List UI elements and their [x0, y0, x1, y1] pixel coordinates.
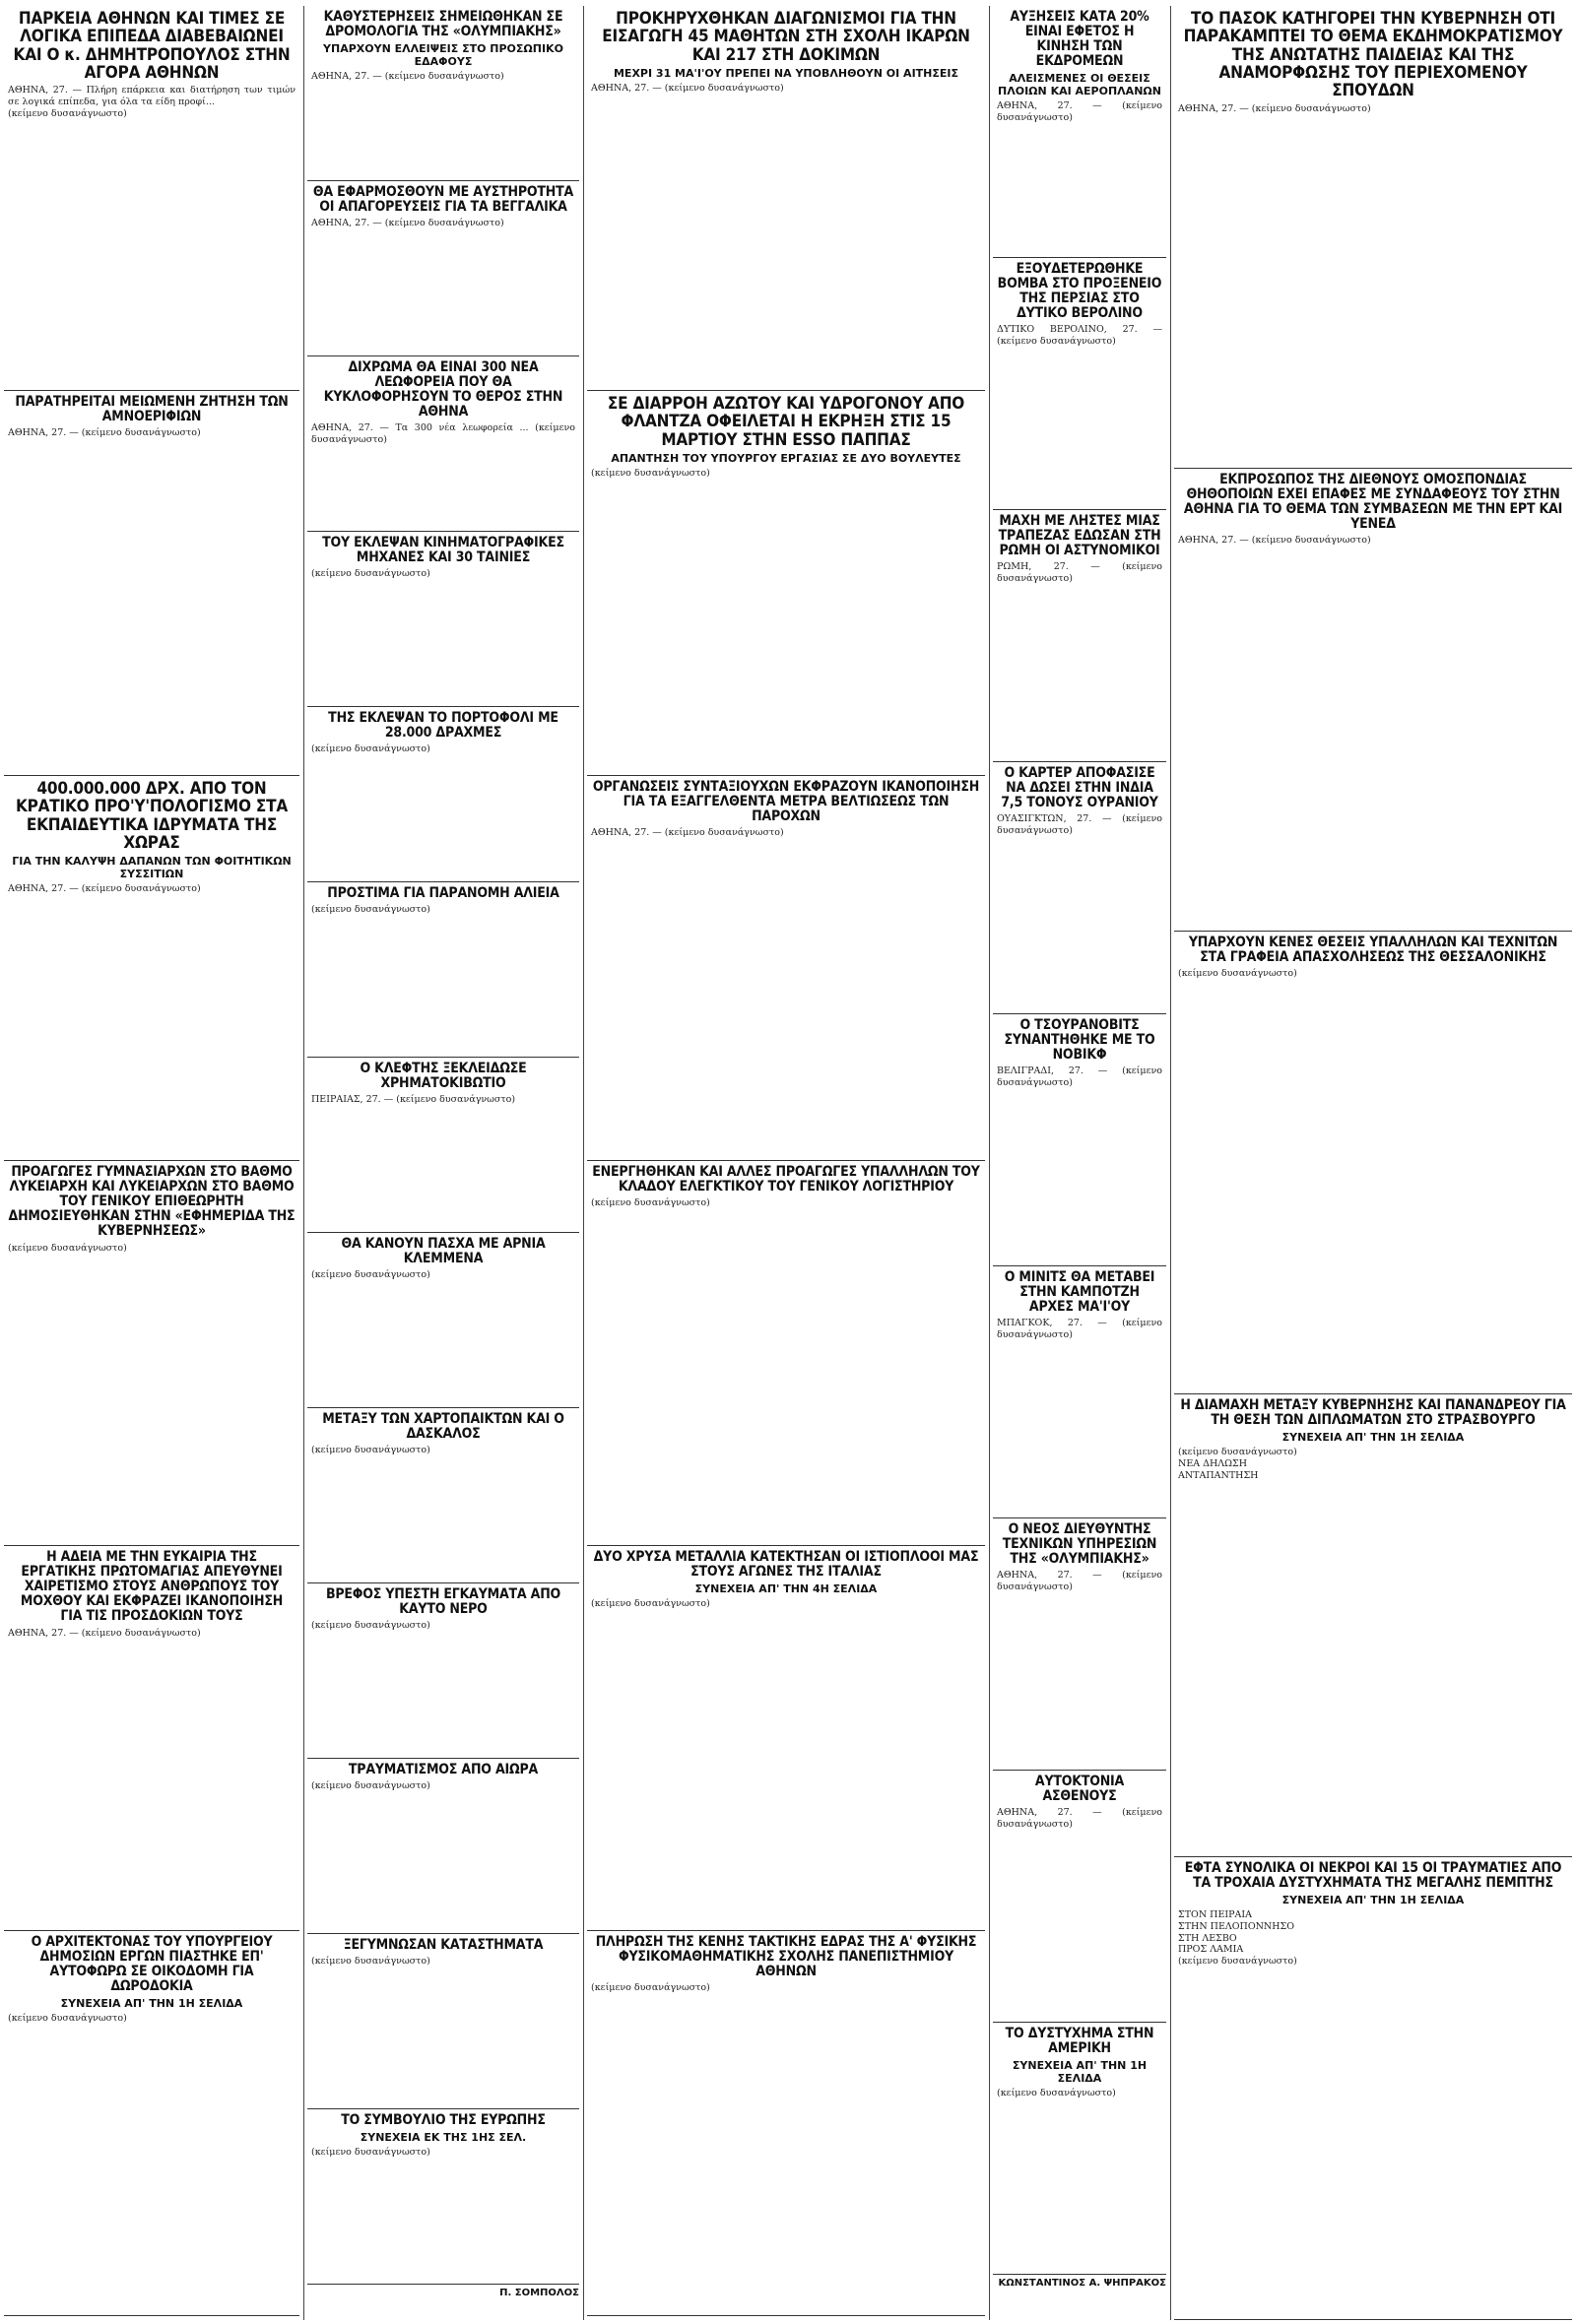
article-body: ΑΘΗΝΑ, 27. — (κείμενο δυσανάγνωστο): [1178, 102, 1371, 114]
article-headline: ΤΟ ΣΥΜΒΟΥΛΙΟ ΤΗΣ ΕΥΡΩΠΗΣ: [341, 2112, 546, 2128]
article: [307, 2109, 579, 2285]
article-headline: Ο ΚΛΕΦΤΗΣ ΞΕΚΛΕΙΔΩΣΕ ΧΡΗΜΑΤΟΚΙΒΩΤΙΟ: [360, 1061, 527, 1092]
article: [1174, 932, 1572, 1394]
article-body: ΟΥΑΣΙΓΚΤΩΝ, 27. — (κείμενο δυσανάγνωστο): [997, 813, 1166, 836]
article: [307, 882, 579, 1058]
article-headline: Ο ΤΣΟΥΡΑΝΟΒΙΤΣ ΣΥΝΑΝΤΗΘΗΚΕ ΜΕ ΤΟ ΝΟΒΙΚΦ: [1004, 1017, 1155, 1064]
article-headline: ΠΑΡΚΕΙΑ ΑΘΗΝΩΝ ΚΑΙ ΤΙΜΕΣ ΣΕ ΛΟΓΙΚΑ ΕΠΙΠΕΔΑ ΔΙΑΒΕΒΑΙΩΝΕΙ ΚΑΙ Ο κ. ΔΗΜΗΤΡΟΠΟΥΛΟΣ ΣΤΗΝ ΑΓΟΡΑ ΑΘΗΝΩΝ: [13, 9, 291, 84]
article-headline: ΕΚΠΡΟΣΩΠΟΣ ΤΗΣ ΔΙΕΘΝΟΥΣ ΟΜΟΣΠΟΝΔΙΑΣ ΘΗΘΟΠΟΙΩΝ ΕΧΕΙ ΕΠΑΦΕΣ ΜΕ ΣΥΝΔΑΦΕΟΥΣ ΤΟΥ ΣΤΗΝ ΑΘΗΝΑ ΓΙΑ ΤΟ ΘΕΜΑ ΤΩΝ ΣΥΜΒΑΣΕΩΝ ΜΕ ΤΗΝ ΕΡΤ ΚΑΙ ΥΕΝΕΔ: [1183, 472, 1563, 533]
article-body: ΑΘΗΝΑ, 27. — (κείμενο δυσανάγνωστο): [997, 1570, 1166, 1592]
article-body: ΑΘΗΝΑ, 27. — (κείμενο δυσανάγνωστο): [8, 883, 201, 895]
article-headline: ΟΡΓΑΝΩΣΕΙΣ ΣΥΝΤΑΞΙΟΥΧΩΝ ΕΚΦΡΑΖΟΥΝ ΙΚΑΝΟΠΟΙΗΣΗ ΓΙΑ ΤΑ ΕΞΑΓΓΕΛΘΕΝΤΑ ΜΕΤΡΑ ΒΕΛΤΙΩΣΕΩΣ ΤΩΝ ΠΑΡΟΧΩΝ: [592, 779, 980, 825]
article: [307, 6, 579, 181]
article-body: ΣΤΟΝ ΠΕΙΡΑΙΑ ΣΤΗΝ ΠΕΛΟΠΟΝΝΗΣΟ ΣΤΗ ΛΕΣΒΟ ΠΡΟΣ ΛΑΜΙΑ (κείμενο δυσανάγνωστο): [1178, 1909, 1297, 1967]
article: [4, 1931, 299, 2316]
article-body: ΑΘΗΝΑ, 27. — (κείμενο δυσανάγνωστο): [591, 827, 784, 839]
article-signature: ΚΩΝΣΤΑΝΤΙΝΟΣ Α. ΨΗΠΡΑΚΟΣ: [998, 2278, 1166, 2289]
article: [587, 1161, 985, 1546]
article-headline: ΚΑΘΥΣΤΕΡΗΣΕΙΣ ΣΗΜΕΙΩΘΗΚΑΝ ΣΕ ΔΡΟΜΟΛΟΓΙΑ ΤΗΣ «ΟΛΥΜΠΙΑΚΗΣ»: [323, 9, 563, 40]
article: [993, 1518, 1166, 1771]
article-body: (κείμενο δυσανάγνωστο) ΝΕΑ ΔΗΛΩΣΗ ΑΝΤΑΠΑΝΤΗΣΗ: [1178, 1447, 1297, 1481]
article-subheadline: ΣΥΝΕΧΕΙΑ ΑΠ' ΤΗΝ 1Η ΣΕΛΙΔΑ: [1281, 1431, 1465, 1445]
article-body: ΑΘΗΝΑ, 27. — (κείμενο δυσανάγνωστο): [8, 1627, 201, 1639]
article-headline: 400.000.000 ΔΡΧ. ΑΠΟ ΤΟΝ ΚΡΑΤΙΚΟ ΠΡΟ'Υ'ΠΟΛΟΓΙΣΜΟ ΣΤΑ ΕΚΠΑΙΔΕΥΤΙΚΑ ΙΔΡΥΜΑΤΑ ΤΗΣ ΧΩΡΑΣ: [15, 779, 288, 854]
article: [4, 1546, 299, 1931]
article-headline: Ο ΜΙΝΙΤΣ ΘΑ ΜΕΤΑΒΕΙ ΣΤΗΝ ΚΑΜΠΟΤΖΗ ΑΡΧΕΣ ΜΑ'Ι'ΟΥ: [1004, 1269, 1155, 1316]
article-headline: ΘΑ ΕΦΑΡΜΟΣΘΟΥΝ ΜΕ ΑΥΣΤΗΡΟΤΗΤΑ ΟΙ ΑΠΑΓΟΡΕΥΣΕΙΣ ΓΙΑ ΤΑ ΒΕΓΓΑΛΙΚΑ: [312, 184, 574, 216]
article: [307, 181, 579, 356]
article: [307, 1058, 579, 1233]
article: [4, 1161, 299, 1546]
article-headline: ΠΑΡΑΤΗΡΕΙΤΑΙ ΜΕΙΩΜΕΝΗ ΖΗΤΗΣΗ ΤΩΝ ΑΜΝΟΕΡΙΦΙΩΝ: [15, 394, 289, 425]
article-headline: ΠΛΗΡΩΣΗ ΤΗΣ ΚΕΝΗΣ ΤΑΚΤΙΚΗΣ ΕΔΡΑΣ ΤΗΣ Α' ΦΥΣΙΚΗΣ ΦΥΣΙΚΟΜΑΘΗΜΑΤΙΚΗΣ ΣΧΟΛΗΣ ΠΑΝΕΠΙΣΤΗΜΙΟΥ ΑΘΗΝΩΝ: [595, 1934, 977, 1980]
article-body: ΑΘΗΝΑ, 27. — (κείμενο δυσανάγνωστο): [311, 218, 504, 229]
article-subheadline: ΜΕΧΡΙ 31 ΜΑ'Ι'ΟΥ ΠΡΕΠΕΙ ΝΑ ΥΠΟΒΛΗΘΟΥΝ ΟΙ ΑΙΤΗΣΕΙΣ: [613, 67, 959, 81]
article: [307, 1408, 579, 1583]
article-headline: ΜΕΤΑΞΥ ΤΩΝ ΧΑΡΤΟΠΑΙΚΤΩΝ ΚΑΙ Ο ΔΑΣΚΑΛΟΣ: [322, 1411, 564, 1443]
article: [587, 6, 985, 391]
article-headline: Ο ΚΑΡΤΕΡ ΑΠΟΦΑΣΙΣΕ ΝΑ ΔΩΣΕΙ ΣΤΗΝ ΙΝΔΙΑ 7,5 ΤΟΝΟΥΣ ΟΥΡΑΝΙΟΥ: [1001, 765, 1158, 811]
article-subheadline: ΑΛΕΙΣΜΕΝΕΣ ΟΙ ΘΕΣΕΙΣ ΠΛΟΙΩΝ ΚΑΙ ΑΕΡΟΠΛΑΝΩΝ: [998, 72, 1161, 98]
article: [307, 1759, 579, 1934]
column-divider: [303, 6, 304, 2320]
article-headline: ΔΥΟ ΧΡΥΣΑ ΜΕΤΑΛΛΙΑ ΚΑΤΕΚΤΗΣΑΝ ΟΙ ΙΣΤΙΟΠΛΟΟΙ ΜΑΣ ΣΤΟΥΣ ΑΓΩΝΕΣ ΤΗΣ ΙΤΑΛΙΑΣ: [593, 1549, 979, 1581]
article-body: (κείμενο δυσανάγνωστο): [8, 2013, 127, 2025]
column-divider: [583, 6, 584, 2320]
article-headline: ΘΑ ΚΑΝΟΥΝ ΠΑΣΧΑ ΜΕ ΑΡΝΙΑ ΚΛΕΜΜΕΝΑ: [341, 1236, 546, 1267]
article-body: ΠΕΙΡΑΙΑΣ, 27. — (κείμενο δυσανάγνωστο): [311, 1094, 516, 1106]
article-body: (κείμενο δυσανάγνωστο): [311, 743, 430, 755]
article-headline: ΕΝΕΡΓΗΘΗΚΑΝ ΚΑΙ ΑΛΛΕΣ ΠΡΟΑΓΩΓΕΣ ΥΠΑΛΛΗΛΩΝ ΤΟΥ ΚΛΑΔΟΥ ΕΛΕΓΚΤΙΚΟΥ ΤΟΥ ΓΕΝΙΚΟΥ ΛΟΓΙΣΤΗΡΙΟΥ: [592, 1164, 980, 1195]
column-5: [1174, 6, 1572, 2320]
article-body: (κείμενο δυσανάγνωστο): [311, 1445, 430, 1456]
article: [307, 1583, 579, 1759]
article: [307, 1934, 579, 2109]
article-body: (κείμενο δυσανάγνωστο): [311, 1620, 430, 1632]
article-headline: ΥΠΑΡΧΟΥΝ ΚΕΝΕΣ ΘΕΣΕΙΣ ΥΠΑΛΛΗΛΩΝ ΚΑΙ ΤΕΧΝΙΤΩΝ ΣΤΑ ΓΡΑΦΕΙΑ ΑΠΑΣΧΟΛΗΣΕΩΣ ΤΗΣ ΘΕΣΣΑΛΟΝΙΚΗΣ: [1188, 935, 1558, 966]
article: [993, 510, 1166, 762]
article-body: (κείμενο δυσανάγνωστο): [311, 1269, 430, 1281]
article-subheadline: ΣΥΝΕΧΕΙΑ ΕΚ ΤΗΣ 1ΗΣ ΣΕΛ.: [360, 2131, 527, 2145]
article-body: ΑΘΗΝΑ, 27. — (κείμενο δυσανάγνωστο): [997, 1807, 1166, 1830]
article: [307, 707, 579, 882]
article-headline: ΕΦΤΑ ΣΥΝΟΛΙΚΑ ΟΙ ΝΕΚΡΟΙ ΚΑΙ 15 ΟΙ ΤΡΑΥΜΑΤΙΕΣ ΑΠΟ ΤΑ ΤΡΟΧΑΙΑ ΔΥΣΤΥΧΗΜΑΤΑ ΤΗΣ ΜΕΓΑΛΗΣ ΠΕΜΠΤΗΣ: [1184, 1860, 1562, 1892]
article-body: ΑΘΗΝΑ, 27. — Τα 300 νέα λεωφορεία ... (κείμενο δυσανάγνωστο): [311, 422, 579, 446]
article: [307, 1233, 579, 1408]
article-body: ΑΘΗΝΑ, 27. — (κείμενο δυσανάγνωστο): [997, 100, 1166, 124]
article: [4, 391, 299, 776]
column-3: [587, 6, 985, 2320]
article-body: ΑΘΗΝΑ, 27. — (κείμενο δυσανάγνωστο): [8, 427, 201, 439]
column-divider: [1170, 6, 1171, 2320]
article-headline: Η ΑΔΕΙΑ ΜΕ ΤΗΝ ΕΥΚΑΙΡΙΑ ΤΗΣ ΕΡΓΑΤΙΚΗΣ ΠΡΩΤΟΜΑΓΙΑΣ ΑΠΕΥΘΥΝΕΙ ΧΑΙΡΕΤΙΣΜΟ ΣΤΟΥΣ ΑΝΘΡΩΠΟΥΣ ΤΟΥ ΜΟΧΘΟΥ ΚΑΙ ΕΚΦΡΑΖΕΙ ΙΚΑΝΟΠΟΙΗΣΗ ΓΙΑ ΤΙΣ ΠΡΟΣΔΟΚΙΩΝ ΤΟΥΣ: [20, 1549, 284, 1625]
article: [993, 6, 1166, 258]
article-body: (κείμενο δυσανάγνωστο): [591, 1982, 710, 1994]
article: [993, 1266, 1166, 1518]
article: [307, 532, 579, 707]
article: [587, 1546, 985, 1931]
article-body: ΡΩΜΗ, 27. — (κείμενο δυσανάγνωστο): [997, 561, 1166, 584]
article-body: ΜΠΑΓΚΟΚ, 27. — (κείμενο δυσανάγνωστο): [997, 1318, 1166, 1340]
article-subheadline: ΣΥΝΕΧΕΙΑ ΑΠ' ΤΗΝ 4Η ΣΕΛΙΔΑ: [694, 1582, 878, 1596]
article-body: (κείμενο δυσανάγνωστο): [591, 1598, 710, 1610]
article-signature: Π. ΣΟΜΠΟΛΟΣ: [499, 2288, 579, 2298]
article-subheadline: ΣΥΝΕΧΕΙΑ ΑΠ' ΤΗΝ 1Η ΣΕΛΙΔΑ: [60, 1997, 243, 2011]
article-headline: ΠΡΟΣΤΙΜΑ ΓΙΑ ΠΑΡΑΝΟΜΗ ΑΛΙΕΙΑ: [327, 885, 559, 901]
article-body: (κείμενο δυσανάγνωστο): [591, 1197, 710, 1209]
article-headline: ΑΥΞΗΣΕΙΣ ΚΑΤΑ 20% ΕΙΝΑΙ ΕΦΕΤΟΣ Η ΚΙΝΗΣΗ ΤΩΝ ΕΚΔΡΟΜΕΩΝ: [1010, 9, 1149, 70]
article-headline: Ο ΝΕΟΣ ΔΙΕΥΘΥΝΤΗΣ ΤΕΧΝΙΚΩΝ ΥΠΗΡΕΣΙΩΝ ΤΗΣ «ΟΛΥΜΠΙΑΚΗΣ»: [1002, 1521, 1157, 1568]
column-4: [993, 6, 1166, 2320]
column-divider: [989, 6, 990, 2320]
article-headline: ΤΡΑΥΜΑΤΙΣΜΟΣ ΑΠΟ ΑΙΩΡΑ: [348, 1762, 539, 1777]
article-body: (κείμενο δυσανάγνωστο): [311, 1956, 430, 1968]
article-subheadline: ΥΠΑΡΧΟΥΝ ΕΛΛΕΙΨΕΙΣ ΣΤΟ ΠΡΟΣΩΠΙΚΟ ΕΔΑΦΟΥΣ: [323, 42, 563, 69]
article-body: (κείμενο δυσανάγνωστο): [311, 568, 430, 580]
article-headline: ΣΕ ΔΙΑΡΡΟΗ ΑΖΩΤΟΥ ΚΑΙ ΥΔΡΟΓΟΝΟΥ ΑΠΟ ΦΛΑΝΤΖΑ ΟΦΕΙΛΕΤΑΙ Η ΕΚΡΗΞΗ ΣΤΙΣ 15 ΜΑΡΤΙΟΥ ΣΤΗΝ ESSO ΠΑΠΠΑΣ: [607, 394, 965, 450]
article-headline: Η ΔΙΑΜΑΧΗ ΜΕΤΑΞΥ ΚΥΒΕΡΝΗΣΗΣ ΚΑΙ ΠΑΝΑΝΔΡΕΟΥ ΓΙΑ ΤΗ ΘΕΣΗ ΤΩΝ ΔΙΠΛΩΜΑΤΩΝ ΣΤΟ ΣΤΡΑΣΒΟΥΡΓΟ: [1180, 1397, 1566, 1429]
article-body: (κείμενο δυσανάγνωστο): [8, 1242, 127, 1254]
article-body: (κείμενο δυσανάγνωστο): [311, 2147, 430, 2159]
article: [1174, 1857, 1572, 2320]
article-subheadline: ΑΠΑΝΤΗΣΗ ΤΟΥ ΥΠΟΥΡΓΟΥ ΕΡΓΑΣΙΑΣ ΣΕ ΔΥΟ ΒΟΥΛΕΥΤΕΣ: [611, 452, 961, 466]
article: [993, 1014, 1166, 1266]
article-headline: ΒΡΕΦΟΣ ΥΠΕΣΤΗ ΕΓΚΑΥΜΑΤΑ ΑΠΟ ΚΑΥΤΟ ΝΕΡΟ: [325, 1586, 561, 1618]
article: [993, 762, 1166, 1014]
article: [1174, 1394, 1572, 1857]
column-2: [307, 6, 579, 2320]
article-body: ΑΘΗΝΑ, 27. — (κείμενο δυσανάγνωστο): [311, 71, 504, 83]
article-body: ΑΘΗΝΑ, 27. — (κείμενο δυσανάγνωστο): [1178, 535, 1371, 547]
article-headline: ΠΡΟΚΗΡΥΧΘΗΚΑΝ ΔΙΑΓΩΝΙΣΜΟΙ ΓΙΑ ΤΗΝ ΕΙΣΑΓΩΓΗ 45 ΜΑΘΗΤΩΝ ΣΤΗ ΣΧΟΛΗ ΙΚΑΡΩΝ ΚΑΙ 217 ΣΤΗ ΔΟΚΙΜΩΝ: [602, 9, 970, 65]
article-body: ΑΘΗΝΑ, 27. — (κείμενο δυσανάγνωστο): [591, 83, 784, 95]
article: [4, 6, 299, 391]
article-subheadline: ΣΥΝΕΧΕΙΑ ΑΠ' ΤΗΝ 1Η ΣΕΛΙΔΑ: [1281, 1894, 1465, 1907]
article-body: (κείμενο δυσανάγνωστο): [591, 468, 710, 480]
article-body: ΔΥΤΙΚΟ ΒΕΡΟΛΙΝΟ, 27. — (κείμενο δυσανάγνωστο): [997, 324, 1166, 348]
article-headline: ΠΡΟΑΓΩΓΕΣ ΓΥΜΝΑΣΙΑΡΧΩΝ ΣΤΟ ΒΑΘΜΟ ΛΥΚΕΙΑΡΧΗ ΚΑΙ ΛΥΚΕΙΑΡΧΩΝ ΣΤΟ ΒΑΘΜΟ ΤΟΥ ΓΕΝΙΚΟΥ ΕΠΙΘΕΩΡΗΤΗ ΔΗΜΟΣΙΕΥΘΗΚΑΝ ΣΤΗΝ «ΕΦΗΜΕΡΙΔΑ ΤΗΣ ΚΥΒΕΡΝΗΣΕΩΣ»: [8, 1164, 296, 1240]
article: [1174, 469, 1572, 932]
article: [587, 1931, 985, 2316]
article-headline: ΤΟ ΔΥΣΤΥΧΗΜΑ ΣΤΗΝ ΑΜΕΡΙΚΗ: [1005, 2026, 1154, 2057]
article-headline: ΞΕΓΥΜΝΩΣΑΝ ΚΑΤΑΣΤΗΜΑΤΑ: [343, 1937, 544, 1953]
article: [587, 391, 985, 776]
article-headline: ΑΥΤΟΚΤΟΝΙΑ ΑΣΘΕΝΟΥΣ: [1034, 1774, 1125, 1805]
article: [993, 2023, 1166, 2275]
article-subheadline: ΓΙΑ ΤΗΝ ΚΑΛΥΨΗ ΔΑΠΑΝΩΝ ΤΩΝ ΦΟΙΤΗΤΙΚΩΝ ΣΥΣΣΙΤΙΩΝ: [12, 855, 292, 881]
article: [587, 776, 985, 1161]
article-headline: ΜΑΧΗ ΜΕ ΛΗΣΤΕΣ ΜΙΑΣ ΤΡΑΠΕΖΑΣ ΕΔΩΣΑΝ ΣΤΗ ΡΩΜΗ ΟΙ ΑΣΤΥΝΟΜΙΚΟΙ: [998, 513, 1161, 559]
article-body: (κείμενο δυσανάγνωστο): [311, 1780, 430, 1792]
article-body: ΒΕΛΙΓΡΑΔΙ, 27. — (κείμενο δυσανάγνωστο): [997, 1065, 1166, 1088]
article-headline: Ο ΑΡΧΙΤΕΚΤΟΝΑΣ ΤΟΥ ΥΠΟΥΡΓΕΙΟΥ ΔΗΜΟΣΙΩΝ ΕΡΓΩΝ ΠΙΑΣΤΗΚΕ ΕΠ' ΑΥΤΟΦΩΡΩ ΣΕ ΟΙΚΟΔΟΜΗ ΓΙΑ ΔΩΡΟΔΟΚΙΑ: [31, 1934, 273, 1995]
column-1: [4, 6, 299, 2320]
article: [993, 258, 1166, 510]
article-headline: ΤΗΣ ΕΚΛΕΨΑΝ ΤΟ ΠΟΡΤΟΦΟΛΙ ΜΕ 28.000 ΔΡΑΧΜΕΣ: [328, 710, 558, 742]
article-headline: ΤΟ ΠΑΣΟΚ ΚΑΤΗΓΟΡΕΙ ΤΗΝ ΚΥΒΕΡΝΗΣΗ ΟΤΙ ΠΑΡΑΚΑΜΠΤΕΙ ΤΟ ΘΕΜΑ ΕΚΔΗΜΟΚΡΑΤΙΣΜΟΥ ΤΗΣ ΑΝΩΤΑΤΗΣ ΠΑΙΔΕΙΑΣ ΚΑΙ ΤΗΣ ΑΝΑΜΟΡΦΩΣΗΣ ΤΟΥ ΠΕΡΙΕΧΟΜΕΝΟΥ ΣΠΟΥΔΩΝ: [1183, 9, 1563, 101]
article-headline: ΕΞΟΥΔΕΤΕΡΩΘΗΚΕ ΒΟΜΒΑ ΣΤΟ ΠΡΟΞΕΝΕΙΟ ΤΗΣ ΠΕΡΣΙΑΣ ΣΤΟ ΔΥΤΙΚΟ ΒΕΡΟΛΙΝΟ: [997, 261, 1162, 322]
article: [4, 776, 299, 1161]
article-headline: ΔΙΧΡΩΜΑ ΘΑ ΕΙΝΑΙ 300 ΝΕΑ ΛΕΩΦΟΡΕΙΑ ΠΟΥ ΘΑ ΚΥΚΛΟΦΟΡΗΣΟΥΝ ΤΟ ΘΕΡΟΣ ΣΤΗΝ ΑΘΗΝΑ: [323, 359, 563, 420]
article-body: ΑΘΗΝΑ, 27. — Πλήρη επάρκεια και διατήρηση των τιμών σε λογικά επίπεδα, για όλα τα είδη προφί... (κείμενο δυσανάγνωστο): [8, 85, 296, 119]
article-body: (κείμενο δυσανάγνωστο): [311, 904, 430, 916]
article-body: (κείμενο δυσανάγνωστο): [997, 2088, 1116, 2099]
article-subheadline: ΣΥΝΕΧΕΙΑ ΑΠ' ΤΗΝ 1Η ΣΕΛΙΔΑ: [1012, 2059, 1148, 2086]
article: [1174, 6, 1572, 469]
article: [307, 356, 579, 532]
article-body: (κείμενο δυσανάγνωστο): [1178, 968, 1297, 980]
article: [993, 1771, 1166, 2023]
article-headline: ΤΟΥ ΕΚΛΕΨΑΝ ΚΙΝΗΜΑΤΟΓΡΑΦΙΚΕΣ ΜΗΧΑΝΕΣ ΚΑΙ 30 ΤΑΙΝΙΕΣ: [322, 535, 564, 566]
